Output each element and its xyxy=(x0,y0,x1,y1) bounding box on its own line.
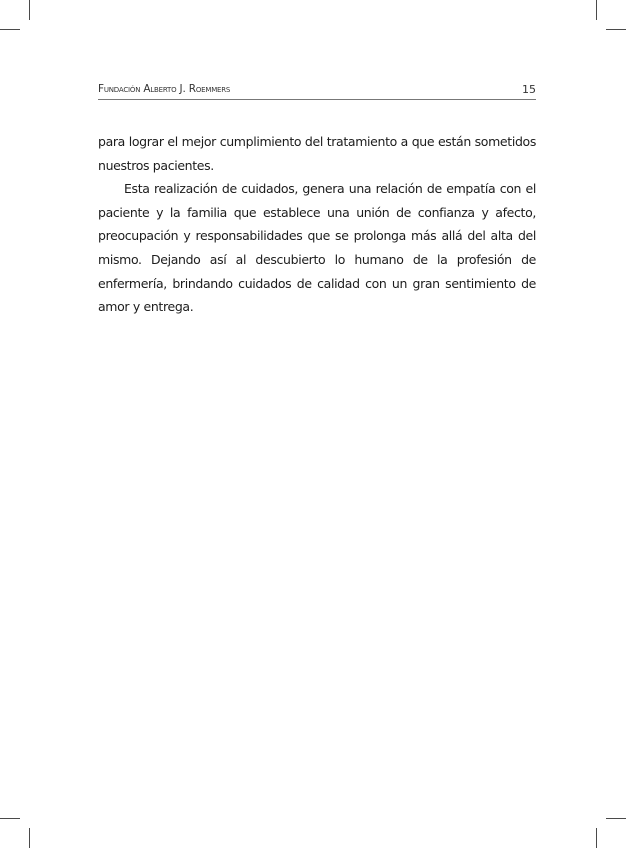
crop-mark-top-right-vertical xyxy=(596,0,597,20)
body-text xyxy=(98,130,536,319)
crop-mark-bottom-right-vertical xyxy=(596,828,597,848)
crop-mark-top-left-vertical xyxy=(29,0,30,20)
crop-mark-bottom-left-horizontal xyxy=(0,818,20,819)
page-number: 15 xyxy=(522,83,536,96)
crop-mark-top-right-horizontal xyxy=(606,29,626,30)
crop-mark-top-left-horizontal xyxy=(0,29,20,30)
paragraph-continuation: para lograr el mejor cumplimiento del tratamiento a que están sometidos nuestros pacientes. xyxy=(98,134,536,173)
running-head: Fundación Alberto J. Roemmers xyxy=(98,83,231,95)
crop-mark-bottom-left-vertical xyxy=(29,828,30,848)
paragraph: Esta realización de cuidados, genera una relación de empatía con el paciente y la familia que establece una unión de confianza y afecto, preocupación y responsabilidades que se prolonga más allá del alta del mismo. Dejando así al descubierto lo humano de la profesión de enfermería, brindando cuidados de calidad con un gran sentimiento de amor y entrega. xyxy=(98,181,536,315)
page-header xyxy=(98,83,536,100)
crop-mark-bottom-right-horizontal xyxy=(606,818,626,819)
